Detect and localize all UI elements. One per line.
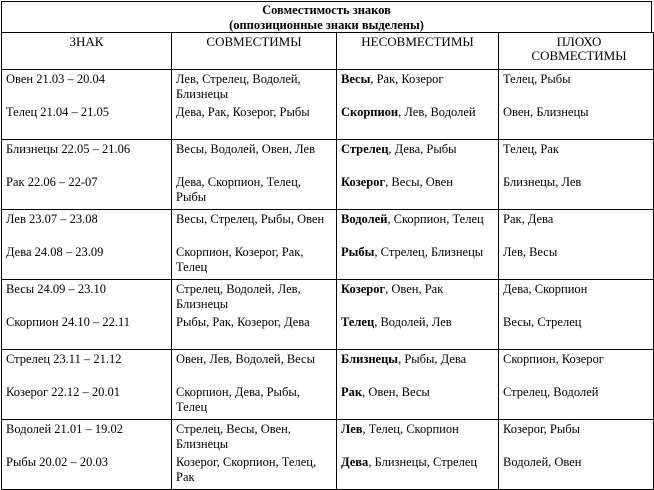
incompatible-rest: , Рак, Козерог	[370, 72, 444, 86]
table-row	[2, 280, 654, 314]
table-row	[2, 243, 654, 280]
incompatible-rest: , Рыбы, Дева	[398, 352, 467, 366]
sign-cell: Весы 24.09 – 23.10	[2, 280, 172, 314]
incompatible-rest: , Лев, Водолей	[398, 105, 476, 119]
sign-cell: Овен 21.03 – 20.04	[2, 70, 172, 104]
incompatible-cell	[337, 243, 499, 280]
opposition-sign: Близнецы	[341, 352, 399, 366]
poorly-compatible-cell: Лев, Весы	[499, 243, 654, 280]
opposition-sign: Рак	[341, 385, 363, 399]
compatible-cell: Весы, Водолей, Овен, Лев	[172, 140, 337, 174]
poorly-compatible-cell: Скорпион, Козерог	[499, 350, 654, 384]
sign-cell: Рак 22.06 – 22-07	[2, 173, 172, 210]
poorly-compatible-cell: Телец, Рак	[499, 140, 654, 174]
table-row	[2, 173, 654, 210]
sign-cell: Лев 23.07 – 23.08	[2, 210, 172, 244]
incompatible-rest: , Близнецы, Стрелец	[368, 455, 478, 469]
poorly-compatible-cell: Водолей, Овен	[499, 453, 654, 490]
poorly-compatible-cell: Телец, Рыбы	[499, 70, 654, 104]
opposition-sign: Рыбы	[341, 245, 375, 259]
compatible-cell: Рыбы, Рак, Козерог, Дева	[172, 313, 337, 350]
compatibility-table	[1, 32, 654, 490]
table-row	[2, 70, 654, 104]
incompatible-cell	[337, 420, 499, 454]
poorly-compatible-cell: Дева, Скорпион	[499, 280, 654, 314]
compatible-cell: Стрелец, Весы, Овен, Близнецы	[172, 420, 337, 454]
incompatible-cell	[337, 313, 499, 350]
incompatible-cell	[337, 70, 499, 104]
table-row	[2, 140, 654, 174]
sign-cell: Близнецы 22.05 – 21.06	[2, 140, 172, 174]
opposition-sign: Козерог	[341, 175, 386, 189]
incompatible-rest: , Стрелец, Близнецы	[374, 245, 484, 259]
table-row	[2, 383, 654, 420]
compatible-cell: Скорпион, Козерог, Рак, Телец	[172, 243, 337, 280]
sign-cell: Козерог 22.12 – 20.01	[2, 383, 172, 420]
opposition-sign: Скорпион	[341, 105, 399, 119]
compatible-cell: Дева, Скорпион, Телец, Рыбы	[172, 173, 337, 210]
opposition-sign: Лев	[341, 422, 363, 436]
header-incompatible: НЕСОВМЕСТИМЫ	[337, 33, 499, 70]
poorly-compatible-cell: Весы, Стрелец	[499, 313, 654, 350]
sign-cell: Водолей 21.01 – 19.02	[2, 420, 172, 454]
incompatible-cell	[337, 140, 499, 174]
incompatible-cell	[337, 280, 499, 314]
incompatible-rest: , Телец, Скорпион	[362, 422, 459, 436]
sign-cell: Рыбы 20.02 – 20.03	[2, 453, 172, 490]
poorly-compatible-cell: Овен, Близнецы	[499, 103, 654, 140]
incompatible-cell	[337, 383, 499, 420]
compatible-cell: Дева, Рак, Козерог, Рыбы	[172, 103, 337, 140]
sign-cell: Скорпион 24.10 – 22.11	[2, 313, 172, 350]
compatible-cell: Овен, Лев, Водолей, Весы	[172, 350, 337, 384]
title-line-2: (оппозиционные знаки выделены)	[229, 18, 424, 32]
table-row	[2, 313, 654, 350]
incompatible-rest: , Водолей, Лев	[374, 315, 452, 329]
opposition-sign: Козерог	[341, 282, 386, 296]
sign-cell: Стрелец 23.11 – 21.12	[2, 350, 172, 384]
incompatible-cell	[337, 210, 499, 244]
incompatible-rest: , Скорпион, Телец	[387, 212, 484, 226]
poorly-compatible-cell: Стрелец, Водолей	[499, 383, 654, 420]
incompatible-cell	[337, 173, 499, 210]
table-row	[2, 420, 654, 454]
opposition-sign: Стрелец	[341, 142, 389, 156]
header-sign: ЗНАК	[2, 33, 172, 70]
compatible-cell: Стрелец, Водолей, Лев, Близнецы	[172, 280, 337, 314]
table-row	[2, 350, 654, 384]
poorly-compatible-cell: Близнецы, Лев	[499, 173, 654, 210]
incompatible-cell	[337, 350, 499, 384]
table-title	[1, 1, 652, 33]
incompatible-rest: , Овен, Весы	[362, 385, 430, 399]
sign-cell: Телец 21.04 – 21.05	[2, 103, 172, 140]
poorly-compatible-cell: Козерог, Рыбы	[499, 420, 654, 454]
header-row	[2, 33, 654, 70]
opposition-sign: Водолей	[341, 212, 388, 226]
incompatible-cell	[337, 453, 499, 490]
title-line-1: Совместимость знаков	[262, 3, 391, 17]
incompatible-cell	[337, 103, 499, 140]
table-row	[2, 103, 654, 140]
table-row	[2, 210, 654, 244]
incompatible-rest: , Дева, Рыбы	[388, 142, 457, 156]
compatible-cell: Весы, Стрелец, Рыбы, Овен	[172, 210, 337, 244]
opposition-sign: Весы	[341, 72, 371, 86]
incompatible-rest: , Весы, Овен	[385, 175, 453, 189]
compatible-cell: Лев, Стрелец, Водолей, Близнецы	[172, 70, 337, 104]
table-row	[2, 453, 654, 490]
header-poorly-compatible: ПЛОХО СОВМЕСТИМЫ	[499, 33, 654, 70]
opposition-sign: Дева	[341, 455, 369, 469]
compatible-cell: Козерог, Скорпион, Телец, Рак	[172, 453, 337, 490]
poorly-compatible-cell: Рак, Дева	[499, 210, 654, 244]
sign-cell: Дева 24.08 – 23.09	[2, 243, 172, 280]
header-compatible: СОВМЕСТИМЫ	[172, 33, 337, 70]
opposition-sign: Телец	[341, 315, 375, 329]
incompatible-rest: , Овен, Рак	[385, 282, 444, 296]
compatible-cell: Скорпион, Дева, Рыбы, Телец	[172, 383, 337, 420]
